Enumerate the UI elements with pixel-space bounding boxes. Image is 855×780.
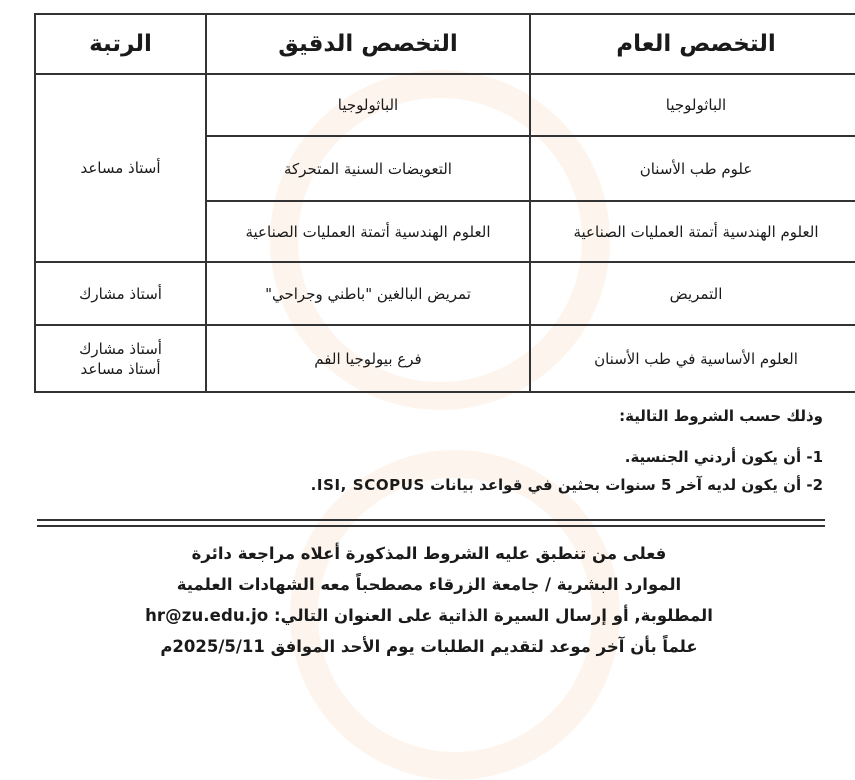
cell-specific: تمريض البالغين "باطني وجراحي" [206, 262, 530, 325]
cell-rank: أستاذ مشارك [35, 262, 206, 325]
table-header-row [35, 14, 855, 74]
paragraph-line: المطلوبة, أو إرسال السيرة الذاتية على العنوان التالي: hr@zu.edu.jo [145, 606, 713, 625]
positions-table [34, 13, 855, 393]
paragraph-line: علماً بأن آخر موعد لتقديم الطلبات يوم الأحد الموافق 2025/5/11م [160, 637, 698, 656]
table-row [35, 262, 855, 325]
condition-item: 1- أن يكون أردني الجنسية. [624, 448, 823, 466]
table-row [35, 74, 855, 136]
cell-specific: فرع بيولوجيا الفم [206, 325, 530, 392]
divider [37, 525, 825, 527]
cell-general: العلوم الأساسية في طب الأسنان [530, 325, 855, 392]
header-general-specialization: التخصص العام [530, 14, 855, 74]
table-row [35, 325, 855, 392]
cell-general: علوم طب الأسنان [530, 136, 855, 201]
rank-line: أستاذ مساعد [80, 359, 161, 378]
application-instructions [38, 538, 820, 662]
cell-specific: العلوم الهندسية أتمتة العمليات الصناعية [206, 201, 530, 262]
cell-rank [35, 325, 206, 392]
cell-specific: الباثولوجيا [206, 74, 530, 136]
cell-specific: التعويضات السنية المتحركة [206, 136, 530, 201]
paragraph-line: الموارد البشرية / جامعة الزرقاء مصطحباً معه الشهادات العلمية [176, 575, 682, 594]
cell-general: الباثولوجيا [530, 74, 855, 136]
header-rank: الرتبة [35, 14, 206, 74]
paragraph-line: فعلى من تنطبق عليه الشروط المذكورة أعلاه مراجعة دائرة [191, 544, 667, 563]
cell-rank: أستاذ مساعد [35, 74, 206, 262]
header-specific-specialization: التخصص الدقيق [206, 14, 530, 74]
rank-line: أستاذ مشارك [79, 339, 162, 358]
cell-general: العلوم الهندسية أتمتة العمليات الصناعية [530, 201, 855, 262]
condition-item: 2- أن يكون لديه آخر 5 سنوات بحثين في قواعد بيانات ISI, SCOPUS. [310, 476, 823, 494]
conditions-intro: وذلك حسب الشروط التالية: [619, 407, 823, 425]
divider [37, 519, 825, 521]
cell-general: التمريض [530, 262, 855, 325]
